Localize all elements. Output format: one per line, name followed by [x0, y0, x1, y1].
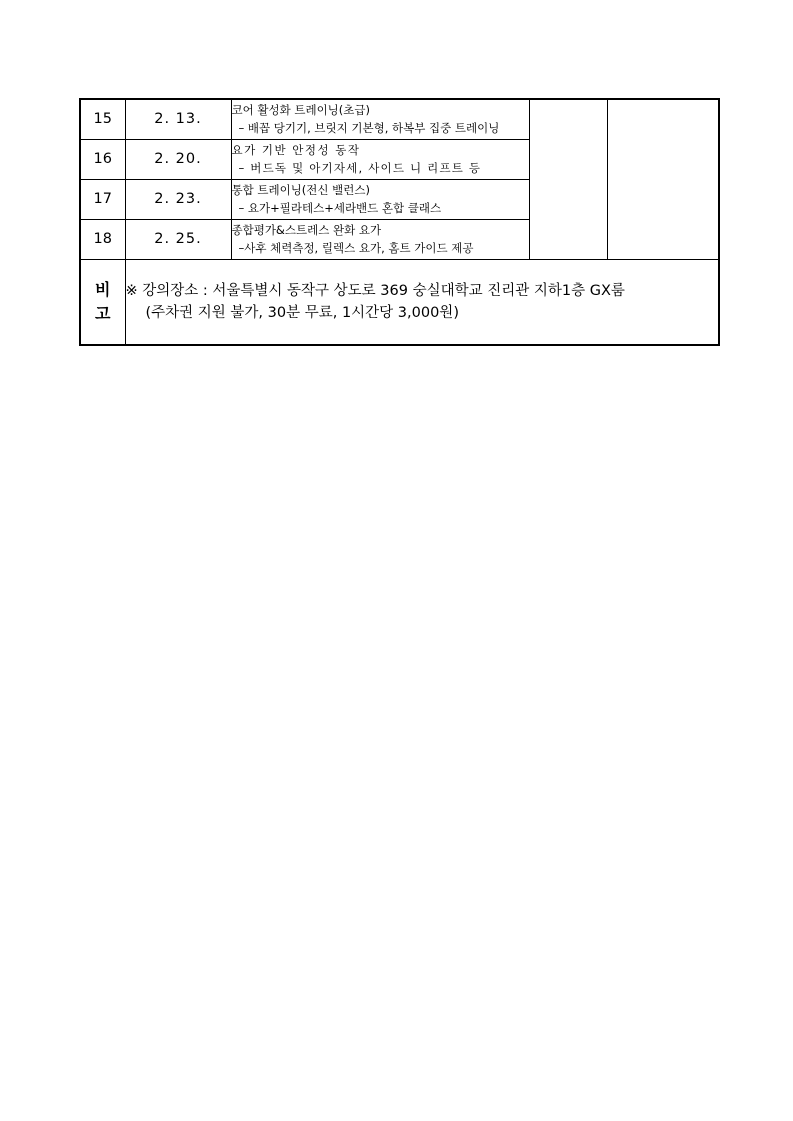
note-parking: (주차권 지원 불가, 30분 무료, 1시간당 3,000원): [145, 304, 459, 321]
session-detail: – 배꼽 당기기, 브릿지 기본형, 하복부 집중 트레이닝: [238, 121, 500, 136]
session-date: 2. 20.: [125, 139, 231, 179]
session-date: 2. 13.: [125, 99, 231, 139]
session-content: [231, 179, 529, 219]
schedule-table: [79, 98, 720, 346]
session-content: [231, 219, 529, 259]
session-number: 18: [80, 219, 125, 259]
session-detail: – 버드독 및 아기자세, 사이드 니 리프트 등: [238, 161, 482, 175]
session-detail: –사후 체력측정, 릴렉스 요가, 홈트 가이드 제공: [238, 241, 474, 255]
note-label-line2: 고: [95, 303, 111, 323]
empty-cell: [607, 99, 719, 259]
session-number: 16: [80, 139, 125, 179]
session-date: 2. 25.: [125, 219, 231, 259]
session-content: [231, 99, 529, 139]
session-title: 통합 트레이닝(전신 밸런스): [231, 183, 370, 197]
session-title: 요가 기반 안정성 동작: [231, 143, 361, 157]
note-label-line1: 비: [95, 279, 111, 299]
note-label: [80, 259, 125, 345]
session-title: 종합평가&스트레스 완화 요가: [231, 223, 382, 237]
session-title: 코어 활성화 트레이닝(초급): [231, 103, 370, 118]
note-row: [80, 259, 719, 345]
table-row: [80, 99, 719, 139]
note-location: ※ 강의장소 : 서울특별시 동작구 상도로 369 숭실대학교 진리관 지하1층 GX룸: [125, 282, 625, 299]
session-number: 17: [80, 179, 125, 219]
note-text: [125, 259, 719, 345]
empty-cell: [529, 99, 607, 259]
session-number: 15: [80, 99, 125, 139]
session-detail: – 요가+필라테스+세라밴드 혼합 클래스: [238, 201, 442, 215]
session-content: [231, 139, 529, 179]
session-date: 2. 23.: [125, 179, 231, 219]
